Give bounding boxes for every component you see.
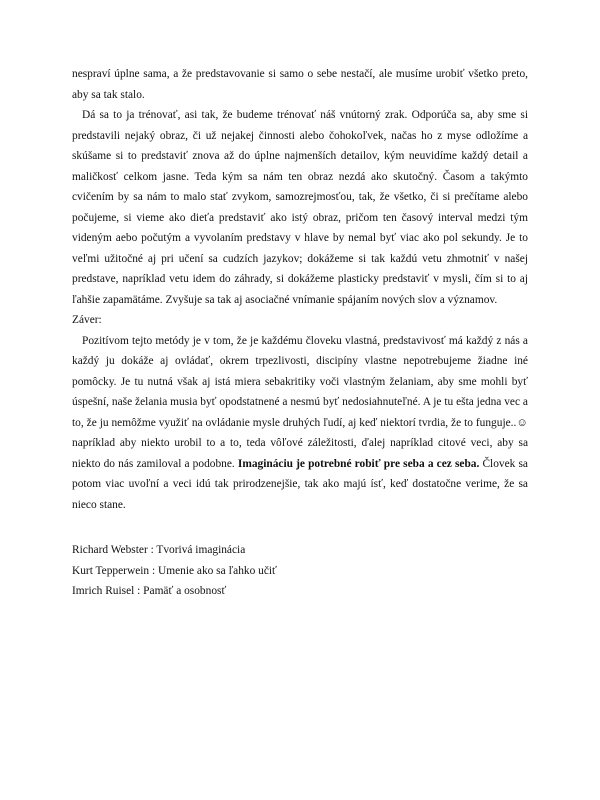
conclusion-bold-text: Imagináciu je potrebné robiť pre seba a cez seba. <box>237 457 480 470</box>
conclusion-text-2: Človek sa potom viac uvoľní a veci idú tak prirodzenejšie, tak ako majú ísť, keď dostatočne verime, že sa nieco stane. <box>72 457 528 511</box>
conclusion-text-1: Pozitívom tejto metódy je v tom, že je každému človeku vlastná, predstavivosť má každý z nás a každý ju dokáže aj ovládať, okrem trpezlivosti, discipíny vlastne nepotrebujeme žiadne iné pomôcky. Je tu nutná však aj istá miera sebakritiky voči vlastným želaniam, aby sme mohli byť úspešní, naše želania musia byť opodstatnené a nesmú byť nedosiahnuteľné. A je tu ešta jedna vec a to, že ju nemôžme využiť na ovládanie mysle druhých ľudí, aj keď niektorí tvrdia, že to funguje..☺ napríklad aby niekto urobil to a to, teda vôľové záležitosti, ďalej napríklad citové veci, aby sa niekto do nás zamiloval a podobne. <box>72 334 528 470</box>
conclusion-heading: Záver: <box>72 314 102 326</box>
paragraph-conclusion <box>72 331 528 516</box>
reference-item: Richard Webster : Tvorivá imaginácia <box>72 544 246 556</box>
reference-item: Imrich Ruisel : Pamäť a osobnosť <box>72 585 227 597</box>
references-list <box>72 540 528 602</box>
paragraph-continuation: nespraví úplne sama, a že predstavovanie si samo o sebe nestačí, ale musíme urobiť všetko preto, aby sa tak stalo. <box>72 68 528 101</box>
paragraph-training: Dá sa to ja trénovať, asi tak, že budeme trénovať náš vnútorný zrak. Odporúča sa, aby sme si predstavili nejaký obraz, či už nejakej činnosti alebo čohokoľvek, načas ho z myse odložíme a skúšame si to predstaviť znova až do úplne najmenších detailov, kým neuvidíme každý detail a maličkosť celkom jasne. Teda kým sa nám ten obraz nezdá ako skutočný. Časom a takýmto cvičením by sa nám to malo stať zvykom, samozrejmosťou, tak, že všetko, či si prečítame alebo počujeme, si vieme ako dieťa predstaviť ako istý obraz, pričom ten časový interval medzi tým videným aebo počutým a vyvolaním predstavy v hlave by nemal byť viac ako pol sekundy. Je to veľmi užitočné aj pri učení sa cudzích jazykov; dokážeme si tak každú vetu zhmotniť v našej predstave, napríklad vetu idem do záhrady, si dokážeme plasticky predstaviť v mysli, čím si to aj ľahšie zapamätáme. Zvyšuje sa tak aj asociačné vnímanie spájaním nových slov a významov. <box>72 109 528 306</box>
reference-item: Kurt Tepperwein : Umenie ako sa ľahko učiť <box>72 564 277 577</box>
body-text <box>72 64 528 515</box>
